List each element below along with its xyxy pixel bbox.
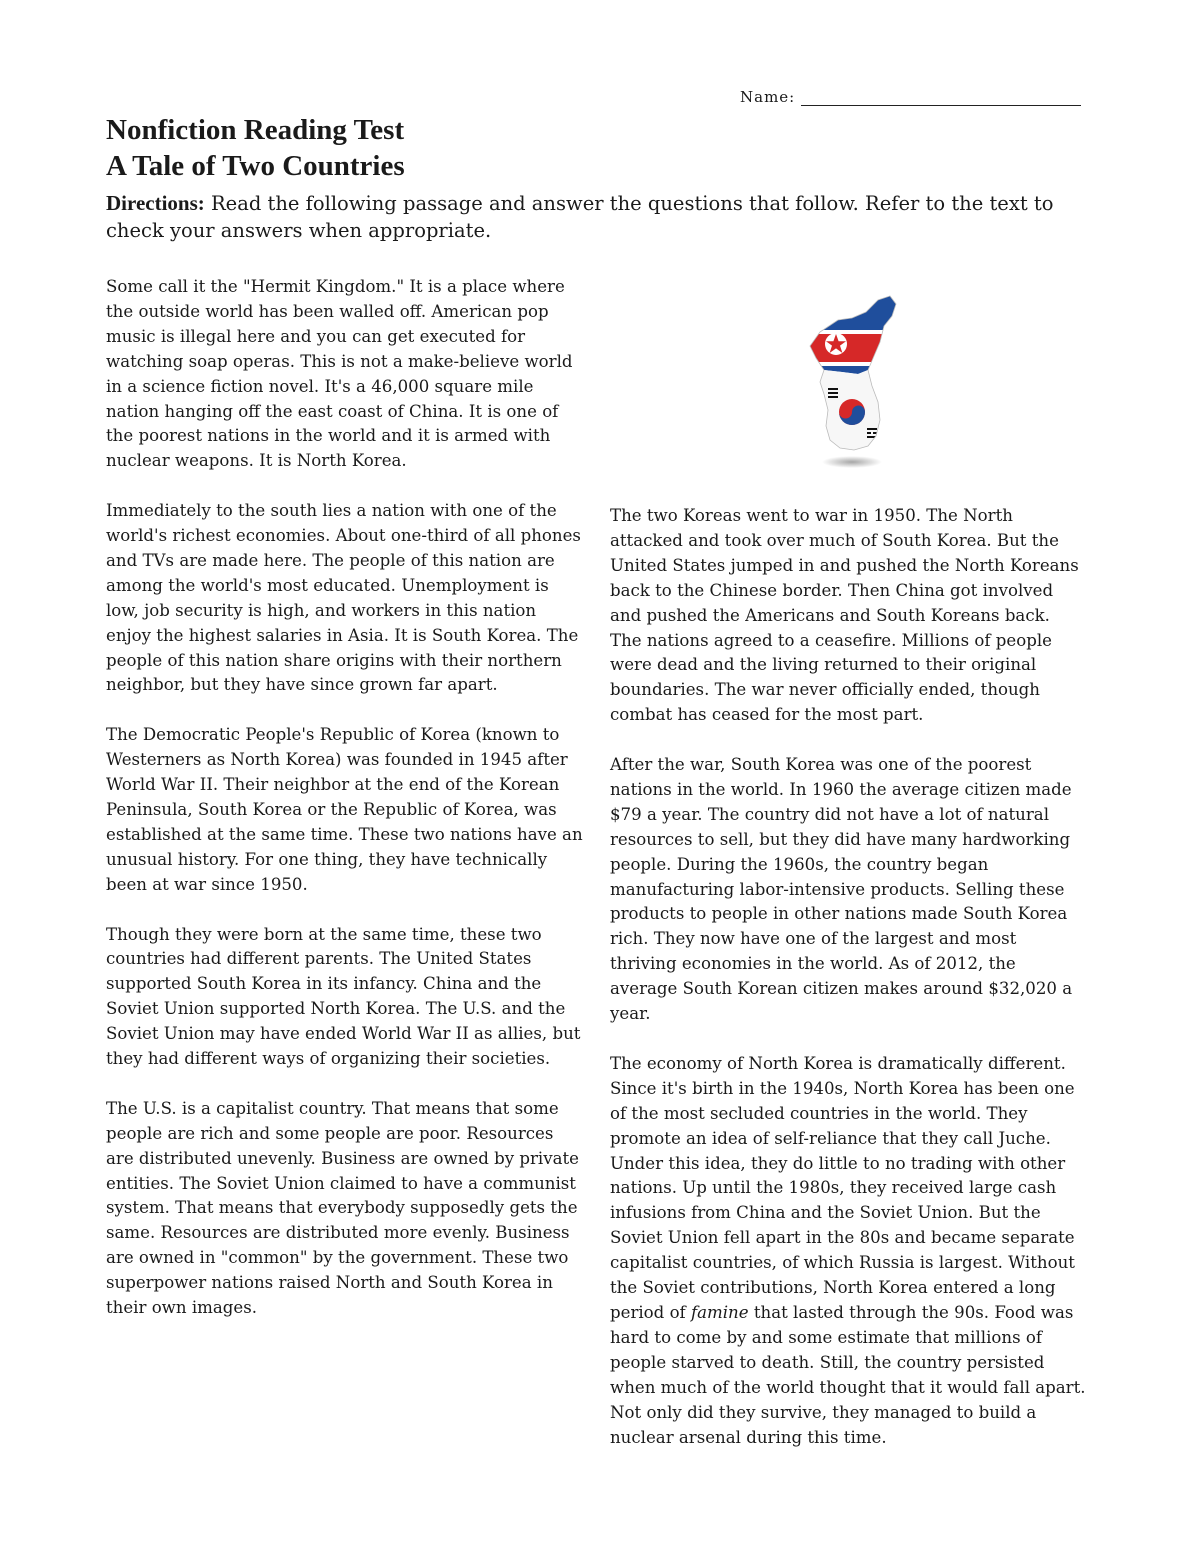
passage-paragraph: The two Koreas went to war in 1950. The North attacked and took over much of South Korea. But the United States jumped in and pushed the North Koreans back to the Chinese border. Then China got involved and pushed the Americans and South Koreans back. The nations agreed to a ceasefire. Millions of people were dead and the living returned to their original boundaries. The war never officially ended, though combat has ceased for the most part. <box>610 506 1079 725</box>
passage-text: that lasted through the 90s. Food was hard to come by and some estimate that millions of people starved to death. Still, the country persisted when much of the world thought that it would fall apart. Not only did they survive, they managed to build a nuclear arsenal during this time. <box>610 1302 1086 1447</box>
passage-text: The economy of North Korea is dramatically different. Since it's birth in the 1940s, North Korea has been one of the most secluded countries in the world. They promote an idea of self-reliance that they call Juche. Under this idea, they do little to no trading with other nations. Up until the 1980s, they received large cash infusions from China and the Soviet Union. But the Soviet Union fell apart in the 80s and became separate capitalist countries, of which Russia is largest. Without the Soviet contributions, North Korea entered a long period of <box>610 1053 1075 1322</box>
passage-left-column <box>106 275 584 1346</box>
passage-right-column <box>610 504 1086 1475</box>
page-title <box>106 112 405 184</box>
passage-paragraph <box>610 1052 1086 1451</box>
directions-label: Directions: <box>106 191 205 215</box>
name-blank-line <box>801 89 1081 106</box>
passage-paragraph: Though they were born at the same time, these two countries had different parents. The United States supported South Korea in its infancy. China and the Soviet Union supported North Korea. The U.S. and the Soviet Union may have ended World War II as allies, but they had different ways of organizing their societies. <box>106 924 581 1069</box>
title-line-2: A Tale of Two Countries <box>106 150 405 182</box>
korea-flag-map-icon <box>780 290 930 470</box>
passage-paragraph: The U.S. is a capitalist country. That means that some people are rich and some people are poor. Resources are distributed unevenly. Business are owned by private entities. The Soviet Union claimed to have a communist system. That means that everybody supposedly gets the same. Resources are distributed more evenly. Business are owned in "common" by the government. These two superpower nations raised North and South Korea in their own images. <box>106 1098 579 1318</box>
vocabulary-word: famine <box>690 1302 749 1322</box>
directions-text: Read the following passage and answer the questions that follow. Refer to the text to check your answers when appropriate. <box>106 192 1054 242</box>
passage-paragraph: The Democratic People's Republic of Korea (known to Westerners as North Korea) was founded in 1945 after World War II. Their neighbor at the end of the Korean Peninsula, South Korea or the Republic of Korea, was established at the same time. These two nations have an unusual history. For one thing, they have technically been at war since 1950. <box>106 725 583 894</box>
passage-paragraph: Some call it the "Hermit Kingdom." It is a place where the outside world has been walled off. American pop music is illegal here and you can get executed for watching soap operas. This is not a make-believe world in a science fiction novel. It's a 46,000 square mile nation hanging off the east coast of China. It is one of the poorest nations in the world and it is armed with nuclear weapons. It is North Korea. <box>106 277 573 471</box>
name-field <box>740 88 1081 106</box>
directions <box>106 190 1096 244</box>
passage-paragraph: Immediately to the south lies a nation with one of the world's richest economies. About one-third of all phones and TVs are made here. The people of this nation are among the world's most educated. Unemployment is low, job security is high, and workers in this nation enjoy the highest salaries in Asia. It is South Korea. The people of this nation share origins with their northern neighbor, but they have since grown far apart. <box>106 501 581 695</box>
name-label: Name: <box>740 88 796 106</box>
passage-paragraph: After the war, South Korea was one of the poorest nations in the world. In 1960 the average citizen made $79 a year. The country did not have a lot of natural resources to sell, but they did have many hardworking people. During the 1960s, the country began manufacturing labor-intensive products. Selling these products to people in other nations made South Korea rich. They now have one of the largest and most thriving economies in the world. As of 2012, the average South Korean citizen makes around $32,020 a year. <box>610 755 1073 1024</box>
title-line-1: Nonfiction Reading Test <box>106 114 405 146</box>
